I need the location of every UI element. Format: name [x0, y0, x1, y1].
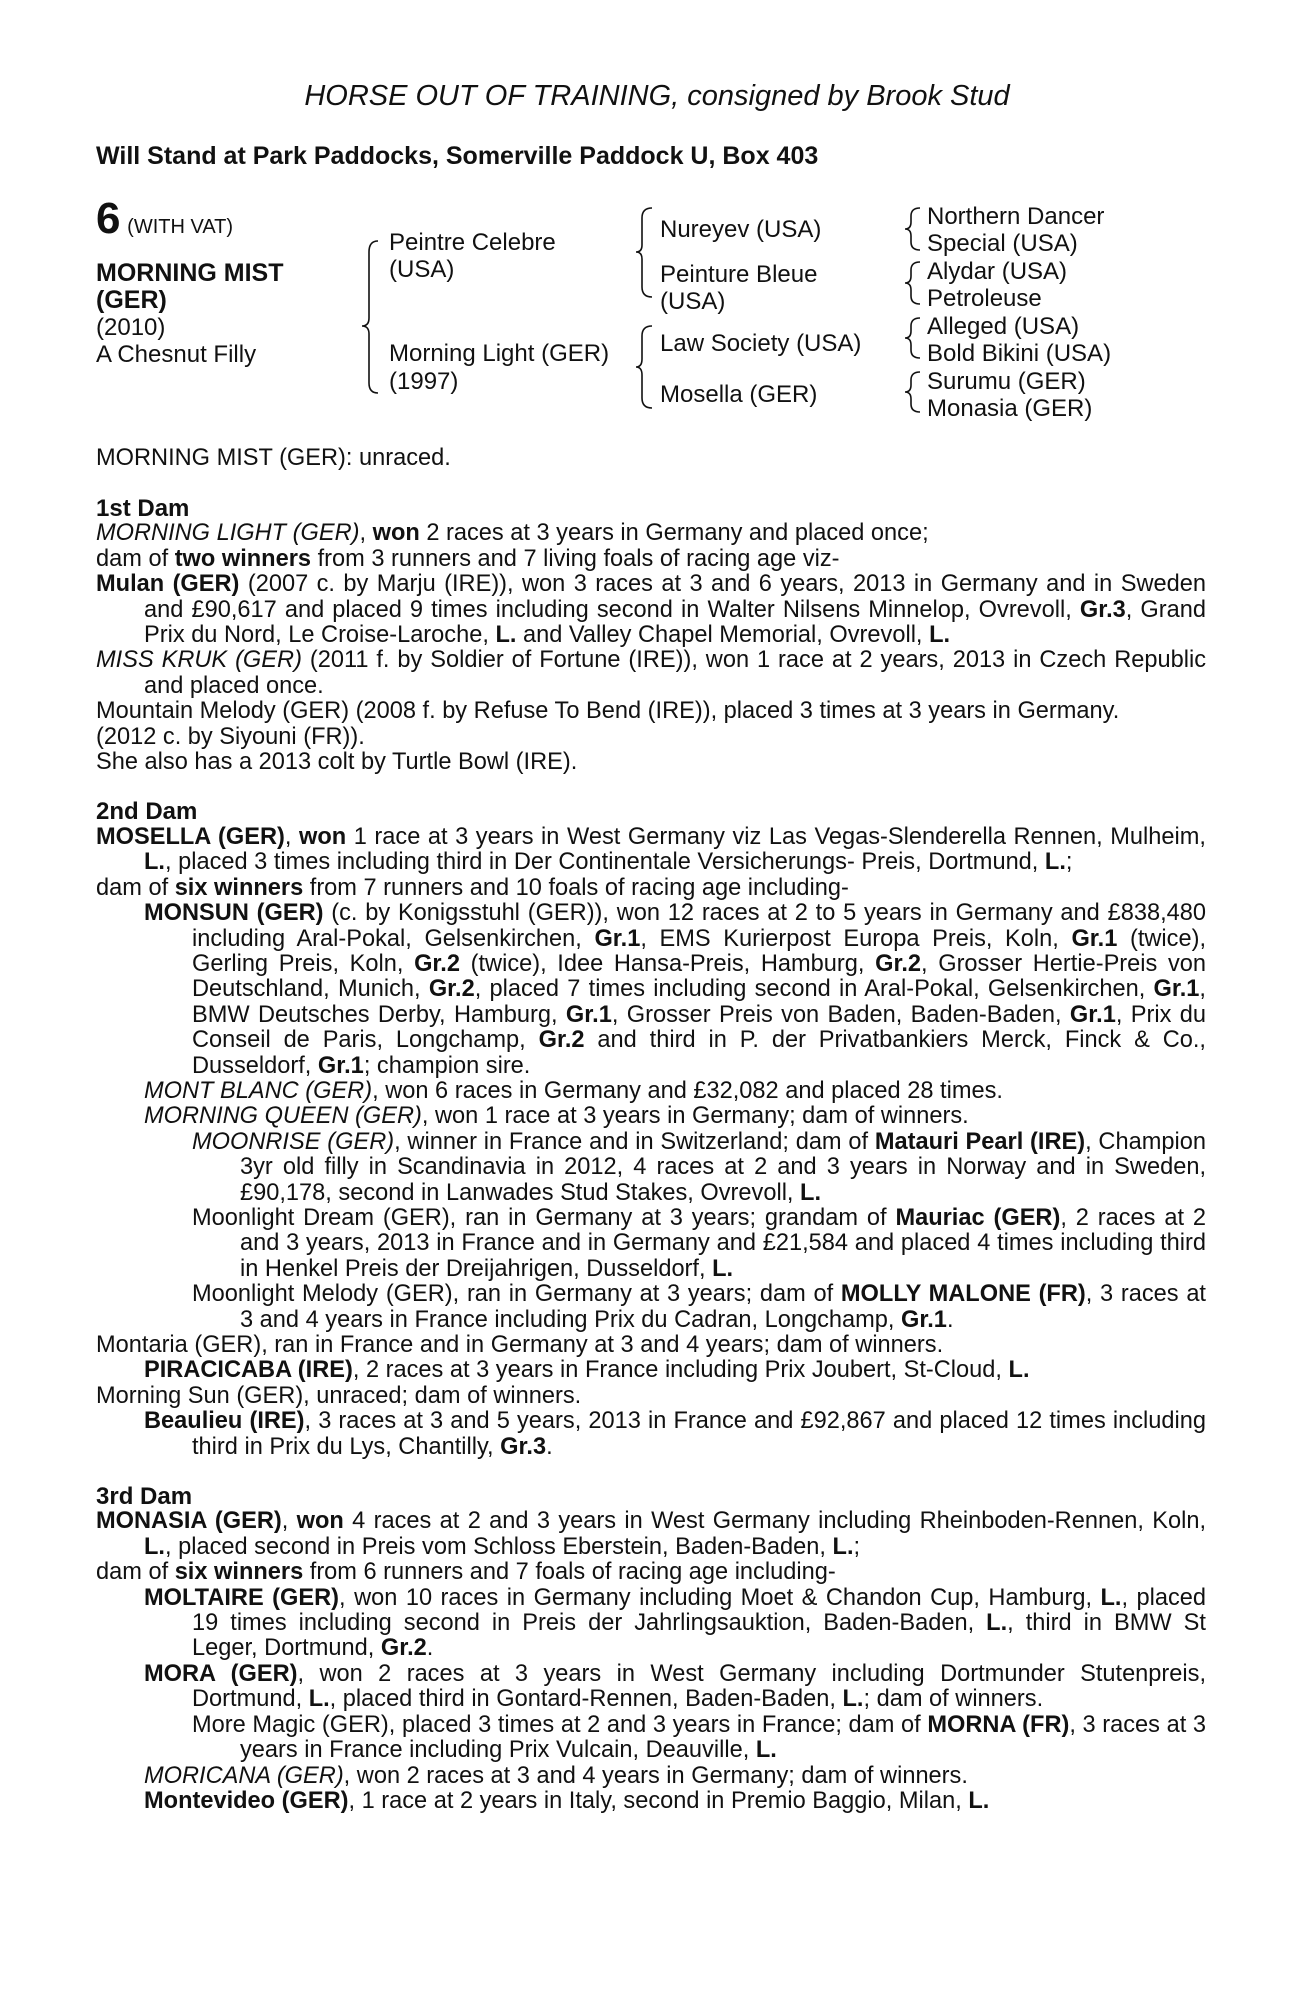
family-entry	[96, 1333, 1206, 1358]
entry-text: , placed 19 times including second in Preis der Jahrlingsauktion, Baden-Baden,	[192, 1584, 1207, 1637]
ped-dsd: Bold Bikini (USA)	[927, 340, 1112, 367]
entry-text: , 2 races at 2 and 3 years, 2013 in France and in Germany and £21,584 and placed 4 times including third in Henkel Preis der Dreijahrigen, Dusseldorf,	[240, 1204, 1206, 1282]
bold-text: Gr.2	[428, 976, 475, 1003]
family-entry	[96, 825, 1206, 876]
dam-year: (1997)	[389, 368, 459, 395]
family-entry	[96, 1358, 1206, 1383]
lot-number: 6	[96, 194, 121, 243]
entry-text: from 6 runners and 7 foals of racing age including-	[303, 1559, 836, 1586]
bold-text: Gr.2	[875, 950, 922, 977]
horse-year: (2010)	[96, 314, 166, 341]
bold-text: won	[296, 1508, 344, 1535]
family-entry	[96, 750, 1206, 775]
italic-text: MOONRISE (GER)	[192, 1128, 395, 1155]
entry-text: (2012 c. by Siyouni (FR)).	[96, 723, 365, 750]
family-entry	[96, 648, 1206, 699]
bold-text: Gr.3	[1079, 596, 1126, 623]
ped-dss: Alleged (USA)	[927, 313, 1080, 340]
family-entry	[96, 1130, 1206, 1206]
first-dam-section	[96, 521, 1206, 775]
bold-text: Gr.1	[1069, 1001, 1116, 1028]
entry-text: , Grand Prix du Nord, Le Croise-Laroche,	[144, 596, 1207, 649]
bold-text: L.	[712, 1255, 734, 1282]
bold-text: won	[372, 520, 420, 547]
bold-text: Gr.2	[414, 950, 460, 977]
entry-text: , won 10 races in Germany including Moet & Chandon Cup, Hamburg,	[339, 1584, 1101, 1611]
bold-text: MONASIA (GER)	[96, 1508, 282, 1535]
bold-text: Matauri Pearl (IRE)	[874, 1128, 1086, 1155]
entry-text: Mountain Melody (GER) (2008 f. by Refuse To Bend (IRE)), placed 3 times at 3 years in Germany.	[96, 698, 1120, 725]
entry-text: , Grosser Hertie-Preis von Deutschland, Munich,	[192, 950, 1206, 1003]
entry-text: ,	[281, 1508, 297, 1535]
entry-text: , placed 3 times including third in Der Continentale Versicherungs- Preis, Dortmund,	[164, 849, 1045, 876]
bold-text: Gr.1	[565, 1001, 612, 1028]
bold-text: MORNA (FR)	[927, 1711, 1070, 1738]
family-entry	[96, 547, 1206, 572]
bracket-sire	[636, 208, 652, 297]
entry-text: (2007 c. by Marju (IRE)), won 3 races at 3 and 6 years, 2013 in Germany and in Sweden and £90,617 and placed 9 times including second in Walter Nilsens Minnelop, Ovrevoll,	[144, 571, 1206, 623]
entry-text: , BMW Deutsches Derby, Hamburg,	[192, 976, 1206, 1028]
third-dam-heading: 3rd Dam	[96, 1483, 193, 1511]
bold-text: Gr.2	[380, 1635, 427, 1662]
ped-sds: Alydar (USA)	[927, 258, 1068, 285]
ped-ddd: Monasia (GER)	[927, 395, 1093, 422]
bold-text: L.	[495, 622, 517, 649]
family-entry	[96, 1509, 1206, 1560]
bold-text: MOLLY MALONE (FR)	[840, 1281, 1086, 1308]
italic-text: MORICANA (GER)	[144, 1762, 344, 1789]
entry-text: Morning Sun (GER), unraced; dam of winners.	[96, 1382, 582, 1409]
bracket-dam	[636, 326, 652, 408]
bold-text: PIRACICABA (IRE)	[144, 1357, 353, 1384]
entry-text: , won 6 races in Germany and £32,082 and placed 28 times.	[372, 1077, 1003, 1104]
entry-text: , Grosser Preis von Baden, Baden-Baden,	[611, 1001, 1070, 1028]
entry-text: , 3 races at 3 years in France including Prix Vulcain, Deauville,	[240, 1711, 1206, 1764]
bold-text: Beaulieu (IRE)	[144, 1408, 305, 1435]
pedigree-brackets	[0, 0, 1314, 440]
sire-origin: (USA)	[389, 256, 455, 283]
bold-text: L.	[1008, 1357, 1030, 1384]
vat-label: (WITH VAT)	[127, 216, 234, 238]
entry-text: ; champion sire.	[363, 1052, 531, 1079]
entry-text: from 3 runners and 7 living foals of racing age viz-	[311, 545, 840, 572]
bold-text: Montevideo (GER)	[144, 1787, 349, 1814]
bold-text: L.	[842, 1686, 864, 1713]
family-entry	[96, 521, 1206, 546]
bold-text: L.	[1100, 1584, 1122, 1611]
bold-text: L.	[144, 1533, 165, 1560]
entry-text: , placed second in Preis vom Schloss Eberstein, Baden-Baden,	[164, 1533, 833, 1560]
ped-ssd: Special (USA)	[927, 230, 1078, 257]
bold-text: MOSELLA (GER)	[96, 823, 285, 850]
entry-text: , won 1 race at 3 years in Germany; dam of winners.	[421, 1103, 969, 1130]
entry-text: .	[946, 1306, 954, 1333]
horse-name-line1: MORNING MIST	[96, 259, 284, 287]
entry-text: , 2 races at 3 years in France including Prix Joubert, St-Cloud,	[352, 1357, 1009, 1384]
family-entry	[96, 1104, 1206, 1129]
entry-text: , placed 7 times including second in Aral-Pokal, Gelsenkirchen,	[474, 976, 1154, 1003]
second-dam-section	[96, 825, 1206, 1460]
entry-text: dam of	[96, 874, 175, 901]
family-entry	[96, 1662, 1206, 1713]
entry-text: .	[426, 1635, 434, 1662]
family-entry	[96, 1789, 1206, 1814]
bold-text: two winners	[174, 545, 312, 572]
entry-text: , winner in France and in Switzerland; dam of	[394, 1128, 875, 1155]
entry-text: and Valley Chapel Memorial, Ovrevoll,	[516, 622, 930, 649]
bold-text: L.	[144, 849, 165, 876]
entry-text: , 3 races at 3 and 4 years in France including Prix du Cadran, Longchamp,	[240, 1281, 1206, 1333]
entry-text: , won 2 races at 3 years in West Germany including Dortmunder Stutenpreis, Dortmund,	[192, 1660, 1207, 1713]
family-body	[96, 496, 1206, 1814]
second-dam-heading: 2nd Dam	[96, 798, 198, 826]
first-dam-heading: 1st Dam	[96, 495, 190, 522]
bracket-gen1	[362, 241, 378, 393]
dam-name: Morning Light (GER)	[389, 340, 610, 367]
entry-text: , EMS Kurierpost Europa Preis, Koln,	[640, 925, 1072, 952]
ped-dam-sire: Law Society (USA)	[660, 330, 862, 357]
bold-text: MORA (GER)	[144, 1660, 298, 1687]
bracket-sd	[905, 262, 920, 304]
family-entry	[96, 572, 1206, 648]
entry-text: Montaria (GER), ran in France and in Germany at 3 and 4 years; dam of winners.	[96, 1332, 944, 1358]
bracket-ds	[905, 318, 920, 358]
entry-text: .	[546, 1433, 553, 1460]
ped-sire-dam-line1: Peinture Bleue	[660, 261, 818, 288]
entry-text: Moonlight Dream (GER), ran in Germany at 3 years; grandam of	[192, 1204, 896, 1231]
italic-text: MISS KRUK (GER)	[96, 647, 302, 674]
page-title: HORSE OUT OF TRAINING, consigned by Brook Stud	[304, 80, 1010, 112]
bold-text: Gr.1	[1071, 925, 1118, 952]
entry-text: , Champion 3yr old filly in Scandinavia in 2012, 4 races at 2 and 3 years in Norway and in Sweden, £90,178, second in Lanwades Stud Stakes, Ovrevoll,	[240, 1128, 1206, 1206]
bold-text: L.	[968, 1787, 990, 1814]
bold-text: Gr.2	[538, 1027, 585, 1054]
entry-text: ,	[284, 823, 299, 850]
third-dam-section	[96, 1509, 1206, 1814]
bold-text: MONSUN (GER)	[144, 900, 324, 927]
entry-text: from 7 runners and 10 foals of racing age including-	[303, 874, 849, 901]
family-entry	[96, 699, 1206, 724]
entry-text: dam of	[96, 1559, 175, 1586]
bold-text: Gr.1	[901, 1306, 947, 1333]
ped-sire-dam-line2: (USA)	[660, 288, 726, 315]
entry-text: , placed third in Gontard-Rennen, Baden-Baden,	[329, 1686, 843, 1713]
entry-text: She also has a 2013 colt by Turtle Bowl (IRE).	[96, 749, 578, 776]
family-entry	[96, 1409, 1206, 1460]
italic-text: MORNING QUEEN (GER)	[144, 1103, 422, 1130]
entry-text: ;	[853, 1533, 861, 1560]
entry-text: 4 races at 2 and 3 years in West Germany including Rheinboden-Rennen, Koln,	[343, 1508, 1207, 1535]
entry-text: , 1 race at 2 years in Italy, second in Premio Baggio, Milan,	[348, 1787, 969, 1814]
bold-text: L.	[755, 1737, 777, 1764]
bold-text: Mauriac (GER)	[895, 1204, 1061, 1231]
entry-text: Moonlight Melody (GER), ran in Germany at 3 years; dam of	[192, 1281, 841, 1308]
family-entry	[96, 725, 1206, 750]
bold-text: L.	[1044, 849, 1066, 876]
horse-name-line2: (GER)	[96, 286, 167, 314]
ped-sdd: Petroleuse	[927, 285, 1042, 312]
entry-text: , 3 races at 3 and 5 years, 2013 in France and £92,867 and placed 12 times including third in Prix du Lys, Chantilly,	[192, 1408, 1206, 1460]
bold-text: won	[299, 823, 347, 850]
family-entry	[96, 1560, 1206, 1585]
entry-text: 2 races at 3 years in Germany and placed once;	[419, 520, 929, 547]
entry-text: (2011 f. by Soldier of Fortune (IRE)), won 1 race at 2 years, 2013 in Czech Republic and placed once.	[144, 647, 1206, 699]
bold-text: L.	[800, 1179, 822, 1206]
family-entry	[96, 1764, 1206, 1789]
bold-text: L.	[929, 622, 951, 649]
entry-text: , Prix du Conseil de Paris, Longchamp,	[192, 1001, 1206, 1054]
bold-text: L.	[308, 1686, 330, 1713]
sire-name: Peintre Celebre	[389, 229, 556, 256]
ped-sss: Northern Dancer	[927, 203, 1105, 230]
entry-text: (twice), Idee Hansa-Preis, Hamburg,	[460, 950, 876, 977]
family-entry	[96, 1384, 1206, 1409]
ped-dds: Surumu (GER)	[927, 368, 1086, 395]
family-entry	[96, 1586, 1206, 1662]
bracket-dd	[905, 372, 920, 412]
bold-text: six winners	[174, 1559, 304, 1586]
entry-text: , won 2 races at 3 and 4 years in Germany; dam of winners.	[343, 1762, 968, 1789]
family-entry	[96, 1206, 1206, 1282]
race-record: MORNING MIST (GER): unraced.	[96, 445, 451, 471]
bold-text: Gr.3	[500, 1433, 547, 1460]
bold-text: six winners	[174, 874, 304, 901]
ped-sire-sire: Nureyev (USA)	[660, 216, 822, 243]
entry-text: 1 race at 3 years in West Germany viz Las Vegas-Slenderella Rennen, Mulheim,	[346, 823, 1206, 850]
ped-dam-dam: Mosella (GER)	[660, 381, 818, 408]
family-entry	[96, 901, 1206, 1079]
bold-text: L.	[986, 1610, 1008, 1637]
bracket-ss	[905, 208, 920, 250]
family-entry	[96, 876, 1206, 901]
entry-text: (twice), Gerling Preis, Koln,	[192, 925, 1206, 977]
stand-location: Will Stand at Park Paddocks, Somerville Paddock U, Box 403	[96, 142, 819, 170]
entry-text: More Magic (GER), placed 3 times at 2 and 3 years in France; dam of	[192, 1711, 928, 1738]
bold-text: MOLTAIRE (GER)	[144, 1584, 340, 1611]
bold-text: Gr.1	[317, 1052, 364, 1079]
bold-text: Gr.1	[1153, 976, 1200, 1003]
bold-text: Gr.1	[594, 925, 641, 952]
family-entry	[96, 1713, 1206, 1764]
horse-description: A Chesnut Filly	[96, 341, 257, 368]
italic-text: MORNING LIGHT (GER)	[96, 520, 360, 547]
entry-text: (c. by Konigsstuhl (GER)), won 12 races at 2 to 5 years in Germany and £838,480 including Aral-Pokal, Gelsenkirchen,	[192, 900, 1206, 952]
entry-text: and third in P. der Privatbankiers Merck, Finck & Co., Dusseldorf,	[192, 1027, 1206, 1079]
entry-text: ; dam of winners.	[863, 1686, 1044, 1713]
entry-text: ,	[359, 520, 373, 547]
family-entry	[96, 1282, 1206, 1333]
italic-text: MONT BLANC (GER)	[144, 1077, 373, 1104]
entry-text: dam of	[96, 545, 175, 572]
entry-text: , third in BMW St Leger, Dortmund,	[192, 1610, 1206, 1662]
entry-text: ;	[1065, 849, 1073, 876]
bold-text: L.	[832, 1533, 854, 1560]
family-entry	[96, 1079, 1206, 1104]
bold-text: Mulan (GER)	[96, 571, 240, 598]
